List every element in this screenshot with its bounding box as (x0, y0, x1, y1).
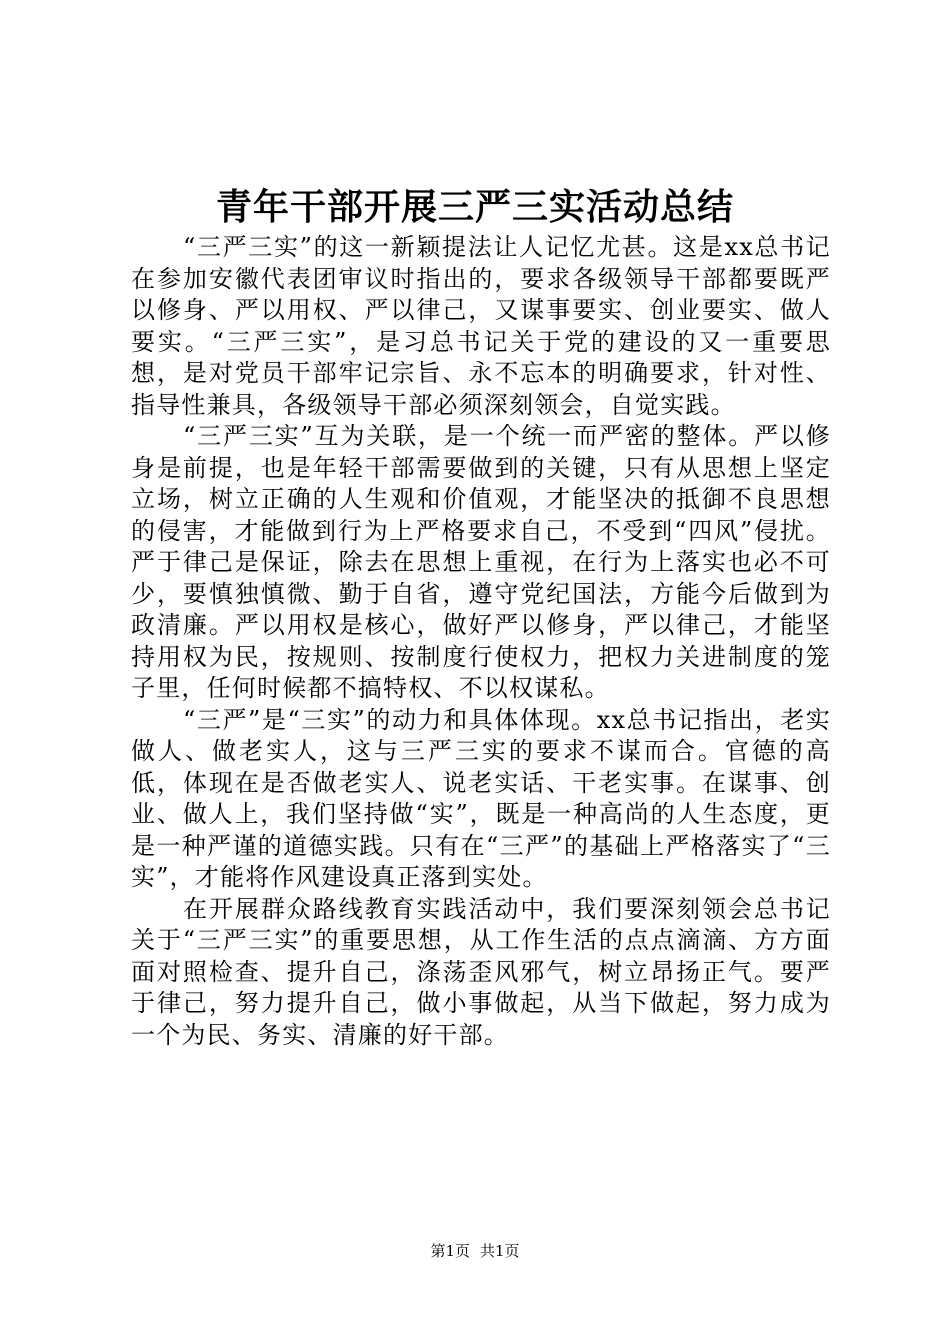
document-title: 青年干部开展三严三实活动总结 (215, 187, 734, 228)
paragraph-1: “三严三实”的这一新颖提法让人记忆尤甚。这是xx总书记在参加安徽代表团审议时指出的，要求各级领导干部都要既严以修身、严以用权、严以律己，又谋事要实、创业要实、做人要实。“三严三实”，是习总书记关于党的建设的又一重要思想，是对党员干部牢记宗旨、永不忘本的明确要求，针对性、指导性兼具，各级领导干部必须深刻领会，自觉实践。 (131, 233, 831, 419)
page-footer (0, 1241, 950, 1261)
paragraph-2: “三严三实”互为关联，是一个统一而严密的整体。严以修身是前提，也是年轻干部需要做到的关键，只有从思想上坚定立场，树立正确的人生观和价值观，才能坚决的抵御不良思想的侵害，才能做到行为上严格要求自己，不受到“四风”侵扰。严于律己是保证，除去在思想上重视，在行为上落实也必不可少，要慎独慎微、勤于自省，遵守党纪国法，方能今后做到为政清廉。严以用权是核心，做好严以修身，严以律己，才能坚持用权为民，按规则、按制度行使权力，把权力关进制度的笼子里，任何时候都不搞特权、不以权谋私。 (131, 422, 831, 702)
document-body (131, 232, 831, 1051)
paragraph-4: 在开展群众路线教育实践活动中，我们要深刻领会总书记关于“三严三实”的重要思想，从工作生活的点点滴滴、方方面面对照检查、提升自己，涤荡歪风邪气，树立昂扬正气。要严于律己，努力提升自己，做小事做起，从当下做起，努力成为一个为民、务实、清廉的好干部。 (131, 894, 831, 1049)
page-number: 第1页 (430, 1242, 470, 1260)
page-total: 共1页 (480, 1242, 520, 1260)
paragraph-3: “三严”是“三实”的动力和具体体现。xx总书记指出，老实做人、做老实人，这与三严三实的要求不谋而合。官德的高低，体现在是否做老实人、说老实话、干老实事。在谋事、创业、做人上，我们坚持做“实”，既是一种高尚的人生态度，更是一种严谨的道德实践。只有在“三严”的基础上严格落实了“三实”，才能将作风建设真正落到实处。 (131, 705, 831, 891)
